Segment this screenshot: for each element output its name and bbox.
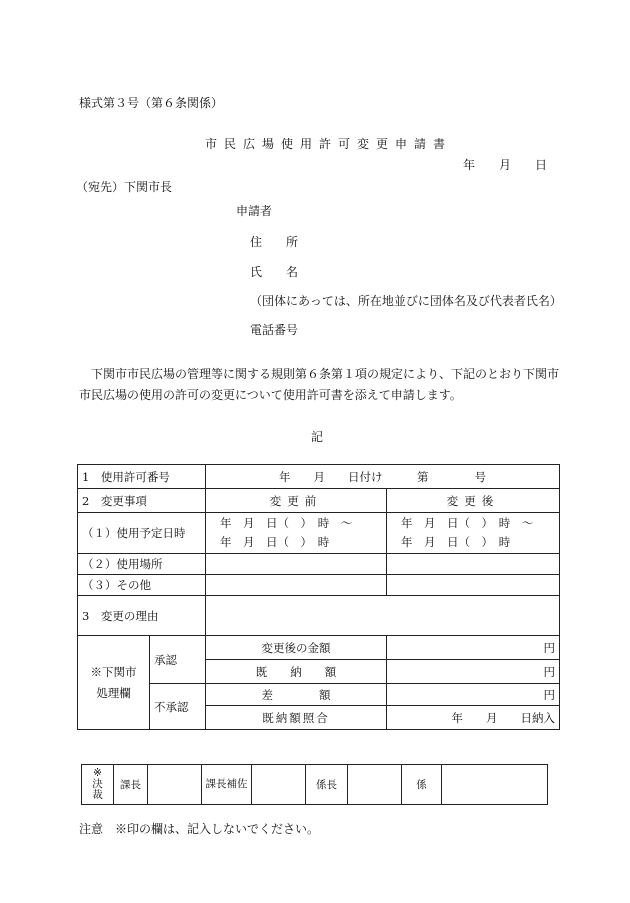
- reason-label: 3 変更の理由: [78, 596, 206, 636]
- application-body-text: 下関市市民広場の管理等に関する規則第６条第１項の規定により、下記のとおり下関市市民広場の使用の許可の変更について使用許可書を添えて申請します。: [79, 367, 560, 402]
- before-datetime-field[interactable]: [206, 513, 387, 554]
- approval-label: 承認: [150, 636, 206, 684]
- paid-check-label: 既納額照合: [206, 706, 387, 730]
- note-text: 注意 ※印の欄は、記入しないでください。: [79, 822, 320, 836]
- document-title: 市民広場使用許可変更申請書: [205, 137, 453, 151]
- kakaricho-label: 係長: [306, 765, 348, 805]
- amount-after-field[interactable]: 円: [387, 636, 560, 660]
- after-place-field[interactable]: [387, 554, 560, 575]
- permit-number-label: 1 使用許可番号: [78, 465, 206, 489]
- date-line: 年 月 日: [463, 158, 548, 172]
- amount-after-label: 変更後の金額: [206, 636, 387, 660]
- kakari-stamp-field[interactable]: [442, 765, 548, 805]
- addressee: （宛先）下関市長: [76, 180, 173, 194]
- kakari-label: 係: [402, 765, 442, 805]
- kacho-label: 課長: [114, 765, 148, 805]
- before-other-field[interactable]: [206, 575, 387, 596]
- org-note: （団体にあっては、所在地並びに団体名及び代表者氏名）: [250, 294, 562, 308]
- kessai-mark: ※: [93, 767, 102, 779]
- approval-stamp-table: [81, 764, 548, 805]
- kessai-char1: 決: [92, 778, 103, 790]
- office-processing-label: [78, 636, 150, 730]
- change-items-label: 2 変更事項: [78, 489, 206, 513]
- office-label-line1: ※下関市: [90, 664, 137, 679]
- paid-date-field[interactable]: 年 月 日納入: [387, 706, 560, 730]
- after-other-field[interactable]: [387, 575, 560, 596]
- form-number: 様式第３号（第６条関係）: [79, 96, 224, 110]
- kakaricho-stamp-field[interactable]: [348, 765, 402, 805]
- change-details-table: [77, 464, 560, 730]
- applicant-heading: 申請者: [236, 204, 273, 218]
- place-of-use-label: （２）使用場所: [78, 554, 206, 575]
- kessai-label: [82, 765, 114, 805]
- office-label-line2: 処理欄: [96, 685, 131, 700]
- before-datetime-end: 年 月 日（ ） 時: [220, 535, 330, 549]
- after-datetime-end: 年 月 日（ ） 時: [401, 535, 511, 549]
- kessai-char2: 裁: [92, 789, 103, 801]
- before-place-field[interactable]: [206, 554, 387, 575]
- address-label: 住 所: [250, 235, 299, 249]
- ki-heading: 記: [311, 430, 324, 444]
- reason-field[interactable]: [206, 596, 560, 636]
- paid-amount-label: 既 納 額: [206, 660, 387, 684]
- kacho-hosa-stamp-field[interactable]: [252, 765, 306, 805]
- not-approved-label: 不承認: [150, 684, 206, 730]
- phone-label: 電話番号: [250, 323, 299, 337]
- kacho-hosa-label: 課長補佐: [202, 765, 252, 805]
- permit-number-field[interactable]: 年 月 日付け 第 号: [206, 465, 560, 489]
- scheduled-datetime-label: （１）使用予定日時: [78, 513, 206, 554]
- name-label: 氏 名: [250, 265, 299, 279]
- difference-field[interactable]: 円: [387, 684, 560, 706]
- kacho-stamp-field[interactable]: [148, 765, 202, 805]
- other-label: （３）その他: [78, 575, 206, 596]
- before-change-header: 変更前: [206, 489, 387, 513]
- difference-label: 差 額: [206, 684, 387, 706]
- after-change-header: 変更後: [387, 489, 560, 513]
- paid-amount-field[interactable]: 円: [387, 660, 560, 684]
- after-datetime-field[interactable]: [387, 513, 560, 554]
- before-datetime-start: 年 月 日（ ） 時 〜: [220, 516, 353, 530]
- after-datetime-start: 年 月 日（ ） 時 〜: [401, 516, 534, 530]
